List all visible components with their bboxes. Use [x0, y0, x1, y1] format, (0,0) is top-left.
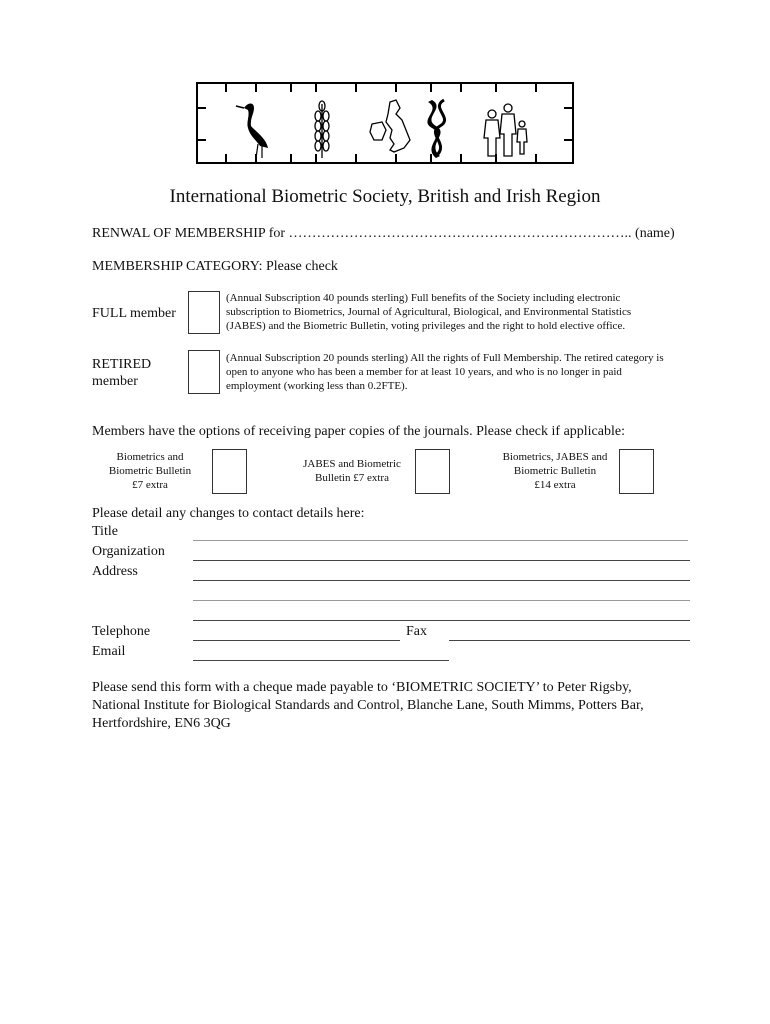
journals-heading: Members have the options of receiving paper copies of the journals. Please check if applicable:: [92, 424, 625, 439]
full-member-description: (Annual Subscription 40 pounds sterling) Full benefits of the Society including electronic subscription to Biometrics, Journal of Agricultural, Biological, and Environmental Statistics (JABES) and the Biometric Bulletin, voting privileges and the right to hold elective office.: [226, 292, 632, 332]
dna-helix-icon: [427, 100, 444, 158]
full-member-label: FULL member: [92, 306, 176, 321]
wheat-icon: [315, 101, 329, 158]
mailing-instructions-line-2: National Institute for Biological Standards and Control, Blanche Lane, South Mimms, Potters Bar,: [92, 698, 644, 713]
mailing-instructions-line-1: Please send this form with a cheque made payable to ‘BIOMETRIC SOCIETY’ to Peter Rigsby,: [92, 680, 632, 695]
fax-label: Fax: [406, 624, 427, 639]
address-label: Address: [92, 564, 138, 579]
membership-category-heading: MEMBERSHIP CATEGORY: Please check: [92, 259, 338, 274]
retired-member-description: (Annual Subscription 20 pounds sterling) All the rights of Full Membership. The retired category is open to anyone who has been a member for at least 10 years, and who is no longer in paid employment (working less than 0.2FTE).: [226, 352, 664, 392]
journal-option-1-checkbox[interactable]: [212, 449, 247, 494]
email-field[interactable]: [193, 660, 449, 661]
journal-option-3-checkbox[interactable]: [619, 449, 654, 494]
mailing-instructions-line-3: Hertfordshire, EN6 3QG: [92, 716, 231, 731]
email-label: Email: [92, 644, 126, 659]
title-label: Title: [92, 524, 118, 539]
title-field[interactable]: [193, 540, 688, 541]
retired-member-label-line2: member: [92, 374, 138, 389]
society-logo: [196, 78, 574, 168]
retired-member-checkbox[interactable]: [188, 350, 220, 394]
british-isles-map-icon: [370, 100, 410, 152]
organization-label: Organization: [92, 544, 165, 559]
journal-option-2-checkbox[interactable]: [415, 449, 450, 494]
contact-heading: Please detail any changes to contact details here:: [92, 506, 365, 521]
address-field-line-1[interactable]: [193, 580, 690, 581]
journal-option-2-text: JABES and Biometric Bulletin £7 extra: [303, 458, 401, 484]
family-icon: [484, 104, 527, 156]
address-field-line-3[interactable]: [193, 620, 690, 621]
renewal-name-line: RENWAL OF MEMBERSHIP for ……………………………………………………………….. (name): [92, 226, 675, 241]
telephone-field[interactable]: [193, 640, 400, 641]
organization-field[interactable]: [193, 560, 690, 561]
journal-option-3-text: Biometrics, JABES and Biometric Bulletin £14 extra: [502, 451, 608, 491]
fax-field[interactable]: [449, 640, 690, 641]
retired-member-label: RETIRED: [92, 357, 152, 372]
telephone-label: Telephone: [92, 624, 151, 639]
heron-icon: [236, 104, 268, 159]
full-member-checkbox[interactable]: [188, 291, 220, 334]
address-field-line-2[interactable]: [193, 600, 690, 601]
page-title: International Biometric Society, British and Irish Region: [169, 186, 601, 207]
journal-option-1-text: Biometrics and Biometric Bulletin £7 extra: [108, 451, 192, 491]
